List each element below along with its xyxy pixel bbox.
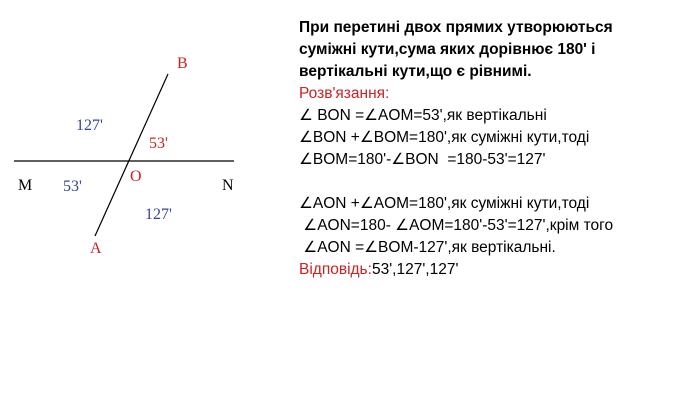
angle-lower-right-label: 127' bbox=[145, 206, 172, 223]
spacer bbox=[299, 171, 679, 193]
answer-value: 53',127',127' bbox=[371, 261, 459, 278]
solution-text bbox=[299, 17, 679, 281]
intro-line-2: суміжні кути,сума яких дорівнює 180' і bbox=[299, 41, 596, 58]
step-1-line-3: ∠BOM=180'-∠BON =180-53'=127' bbox=[299, 151, 546, 168]
step-2-line-1: ∠AON +∠AOM=180',як суміжні кути,тоді bbox=[299, 195, 590, 212]
angle-upper-left-label: 127' bbox=[76, 117, 103, 134]
angle-upper-right-label: 53' bbox=[149, 135, 168, 152]
intro-line-1: При перетині двох прямих утворюються bbox=[299, 19, 613, 36]
intersecting-lines-diagram bbox=[0, 0, 300, 300]
point-n-label: N bbox=[222, 177, 234, 194]
angle-lower-left-label: 53' bbox=[63, 178, 82, 195]
step-1-line-1: ∠ BON =∠AOM=53',як вертікальні bbox=[299, 107, 547, 124]
step-1-line-2: ∠BON +∠BOM=180',як суміжні кути,тоді bbox=[299, 129, 590, 146]
intro-line-3: вертікальні кути,що є рівнимі. bbox=[299, 63, 532, 80]
answer-label: Відповідь: bbox=[299, 261, 372, 278]
answer-line bbox=[299, 259, 679, 281]
point-a-label: A bbox=[90, 240, 102, 257]
solution-label: Розв'язання: bbox=[299, 85, 390, 102]
point-o-label: O bbox=[130, 168, 142, 185]
point-b-label: B bbox=[177, 55, 188, 72]
step-2-line-2: ∠AON=180- ∠AOM=180'-53'=127',крім того bbox=[299, 217, 614, 234]
step-2-line-3: ∠AON =∠BOM-127',як вертікальні. bbox=[299, 239, 556, 256]
point-m-label: M bbox=[18, 177, 33, 194]
